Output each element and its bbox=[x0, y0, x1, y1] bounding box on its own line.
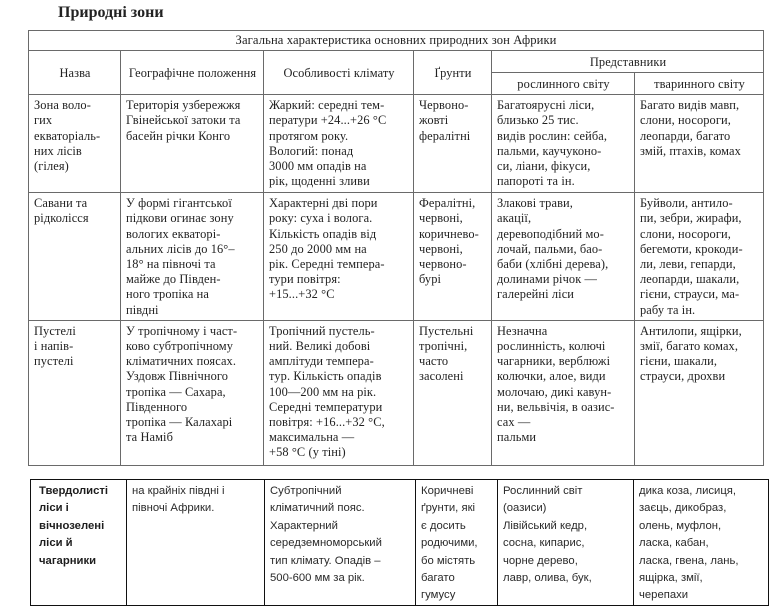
header-representatives: Представники bbox=[492, 51, 764, 73]
fauna-cell: дика коза, лисиця, заєць, дикобраз, олень, муфлон, ласка, кабан, ласка, гвена, лань, ящірка, змії, черепахи bbox=[634, 480, 769, 606]
flora-cell: Незначна рослинність, колючі чагарники, верблюжі колючки, алое, види молочаю, дикі кавун- ни, вельвічія, в оазис- сах — пальми bbox=[492, 320, 635, 465]
climate-cell: Тропічний пустель- ний. Великі добові амплітуди темпера- тур. Кількість опадів 100—200 мм на рік. Середні температури повітря: +16...+32 °С, максимальна — +58 °С (у тіні) bbox=[264, 320, 414, 465]
zone-name: Твердолисті ліси і вічнозелені ліси й чагарники bbox=[31, 480, 127, 606]
climate-cell: Характерні дві пори року: суха і волога. Кількість опадів від 250 до 2000 мм на рік. Середні темпера- тури повітря: +15...+32 °С bbox=[264, 193, 414, 321]
flora-cell: Багатоярусні ліси, близько 25 тис. видів рослин: сейба, пальми, каучуконо- си, ліани, фікуси, папороті та ін. bbox=[492, 95, 635, 193]
geo-cell: на крайніх півдні і півночі Африки. bbox=[127, 480, 265, 606]
soils-cell: Пустельні тропічні, часто засолені bbox=[414, 320, 492, 465]
geo-cell: Територія узбережжя Гвінейської затоки та басейн річки Конго bbox=[121, 95, 264, 193]
table-caption: Загальна характеристика основних природних зон Африки bbox=[29, 31, 764, 51]
soils-cell: Червоно- жовті фералітні bbox=[414, 95, 492, 193]
header-fauna: тваринного світу bbox=[635, 73, 764, 95]
soils-cell: Фералітні, червоні, коричнево- червоні, червоно- бурі bbox=[414, 193, 492, 321]
climate-cell: Жаркий: середні тем- ператури +24...+26 °С протягом року. Вологий: понад 3000 мм опадів на рік, щоденні зливи bbox=[264, 95, 414, 193]
table-row bbox=[29, 95, 764, 193]
geo-cell: У тропічному і част- ково субтропічному кліматичних поясах. Уздовж Північного тропіка — Сахара, Південного тропіка — Калахарі та Наміб bbox=[121, 320, 264, 465]
header-soils: Ґрунти bbox=[414, 51, 492, 95]
page-title: Природні зони bbox=[58, 4, 164, 21]
extra-zone-table bbox=[30, 479, 769, 606]
zone-name: Зона воло- гих екваторіаль- них лісів (гілея) bbox=[29, 95, 121, 193]
flora-cell: Злакові трави, акації, деревоподібний мо- лочай, пальми, бао- баби (хлібні дерева), долинами річок — галерейні ліси bbox=[492, 193, 635, 321]
header-climate: Особливості клімату bbox=[264, 51, 414, 95]
table-row bbox=[29, 193, 764, 321]
fauna-cell: Буйволи, антило- пи, зебри, жирафи, слони, носороги, бегемоти, крокоди- ли, леви, гепарди, леопарди, шакали, гієни, страуси, ма- рабу та ін. bbox=[635, 193, 764, 321]
fauna-cell: Багато видів мавп, слони, носороги, леопарди, багато змій, птахів, комах bbox=[635, 95, 764, 193]
flora-cell: Рослинний світ (оазиси) Лівійський кедр, сосна, кипарис, чорне дерево, лавр, олива, бук, bbox=[498, 480, 634, 606]
fauna-cell: Антилопи, ящірки, змії, багато комах, гієни, шакали, страуси, дрохви bbox=[635, 320, 764, 465]
zone-name: Савани та рідколісся bbox=[29, 193, 121, 321]
soils-cell: Коричневі ґрунти, які є досить родючими, бо містять багато гумусу bbox=[416, 480, 498, 606]
table-row bbox=[31, 480, 769, 606]
climate-cell: Субтропічний кліматичний пояс. Характерний середземноморський тип клімату. Опадів – 500-600 мм за рік. bbox=[265, 480, 416, 606]
header-geo: Географічне положення bbox=[121, 51, 264, 95]
zone-name: Пустелі і напів- пустелі bbox=[29, 320, 121, 465]
header-name: Назва bbox=[29, 51, 121, 95]
table-row bbox=[29, 320, 764, 465]
geo-cell: У формі гігантської підкови огинає зону вологих екваторі- альних лісів до 16°– 18° на півночі та майже до Півден- ного тропіка на півдні bbox=[121, 193, 264, 321]
natural-zones-table bbox=[28, 30, 764, 466]
header-flora: рослинного світу bbox=[492, 73, 635, 95]
